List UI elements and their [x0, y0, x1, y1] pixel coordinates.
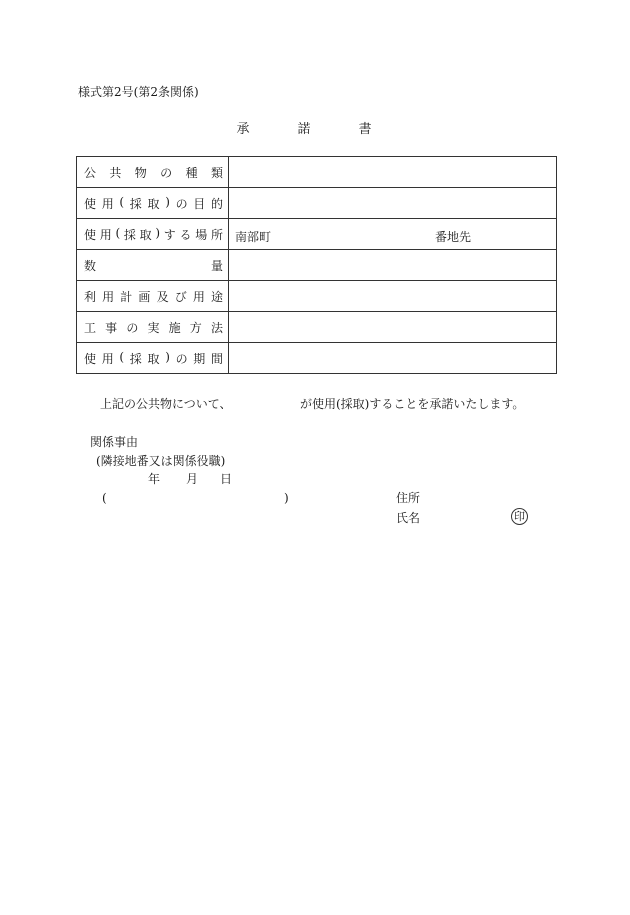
field-label-cell	[77, 343, 229, 374]
field-label-char: 採	[129, 196, 142, 211]
field-label-char: 方	[189, 320, 202, 335]
field-label-char: 期	[193, 351, 206, 366]
field-label-char: 用	[99, 227, 112, 242]
field-label-cell	[77, 250, 229, 281]
fields-table	[76, 156, 557, 374]
field-label-char: 物	[134, 165, 147, 180]
reason-note: (隣接地番又は関係役職)	[96, 454, 226, 468]
field-label-char: )	[155, 225, 161, 240]
field-label-char: 量	[210, 258, 223, 273]
field-label-char: 画	[138, 289, 151, 304]
field-label-char: 種	[185, 165, 198, 180]
field-label-char: 類	[210, 165, 223, 180]
field-row	[77, 157, 557, 188]
field-label-char: 公	[84, 165, 97, 180]
field-label-cell	[77, 281, 229, 312]
field-label-char: )	[165, 194, 170, 209]
field-value-cell[interactable]	[229, 219, 557, 250]
field-value-cell[interactable]	[229, 281, 557, 312]
name-label: 氏名	[396, 511, 421, 525]
field-label-char: 使	[84, 196, 97, 211]
field-label	[84, 319, 223, 336]
field-label-char: 採	[129, 351, 142, 366]
field-label-char: 取	[139, 227, 152, 242]
statement-part2: が使用(採取)することを承諾いたします。	[300, 397, 525, 411]
field-row	[77, 312, 557, 343]
field-label	[84, 195, 223, 212]
field-label-char: の	[175, 351, 188, 366]
field-label	[84, 350, 223, 367]
reason-label: 関係事由	[90, 435, 139, 449]
field-label-char: 工	[84, 320, 97, 335]
field-label-char: 用	[101, 196, 114, 211]
field-label-char: の	[175, 196, 188, 211]
field-value-cell[interactable]	[229, 250, 557, 281]
field-label-char: び	[174, 289, 187, 304]
field-value-cell[interactable]	[229, 188, 557, 219]
field-row	[77, 188, 557, 219]
document-title: 承諾書	[236, 122, 420, 137]
field-label-cell	[77, 312, 229, 343]
paren-open: (	[102, 491, 107, 505]
field-label-char: 法	[210, 320, 223, 335]
field-label-char: 施	[168, 320, 181, 335]
field-value: 南部町	[235, 230, 272, 244]
field-label-char: 使	[84, 351, 97, 366]
field-row	[77, 250, 557, 281]
field-label-char: 共	[109, 165, 122, 180]
field-value-cell[interactable]	[229, 343, 557, 374]
field-row	[77, 219, 557, 250]
field-label-char: 計	[120, 289, 133, 304]
field-label-char: 数	[84, 258, 97, 273]
field-label-cell	[77, 219, 229, 250]
field-label-cell	[77, 188, 229, 219]
field-label-char: (	[115, 225, 121, 240]
field-label-char: 実	[147, 320, 160, 335]
field-value-cell[interactable]	[229, 312, 557, 343]
field-label-char: (	[119, 194, 125, 209]
date-day-label: 日	[220, 472, 233, 486]
field-row	[77, 343, 557, 374]
address-label: 住所	[396, 491, 421, 505]
field-label-char: 使	[84, 227, 97, 242]
field-label-char: 取	[147, 196, 160, 211]
seal-mark: 印	[511, 508, 528, 525]
field-label-char: 採	[123, 227, 136, 242]
field-label-char: の	[160, 165, 173, 180]
field-label-char: )	[165, 349, 170, 364]
field-label-char: 的	[210, 196, 223, 211]
date-year-label: 年	[148, 472, 161, 486]
field-label-char: の	[126, 320, 139, 335]
field-label-char: る	[179, 227, 192, 242]
field-label	[84, 164, 223, 181]
form-number: 様式第2号(第2条関係)	[78, 85, 199, 99]
field-label-char: 取	[147, 351, 160, 366]
field-label-char: 所	[210, 227, 223, 242]
field-label	[84, 257, 223, 274]
paren-close: )	[284, 491, 289, 505]
field-row	[77, 281, 557, 312]
field-value-cell[interactable]	[229, 157, 557, 188]
field-label-char: す	[163, 227, 176, 242]
statement-part1: 上記の公共物について、	[100, 397, 232, 411]
field-label-char: (	[119, 349, 125, 364]
field-label-char: 用	[102, 289, 115, 304]
field-label-char: 間	[210, 351, 223, 366]
field-label-char: 利	[84, 289, 97, 304]
field-label	[84, 288, 223, 305]
field-label-cell	[77, 157, 229, 188]
field-label-char: 用	[101, 351, 114, 366]
field-label-char: 用	[192, 289, 205, 304]
field-label-char: 途	[210, 289, 223, 304]
field-value-suffix: 番地先	[435, 230, 472, 244]
field-label	[84, 226, 223, 243]
field-label-char: 及	[156, 289, 169, 304]
field-label-char: 場	[195, 227, 208, 242]
field-label-char: 目	[193, 196, 206, 211]
date-month-label: 月	[186, 472, 199, 486]
field-label-char: 事	[105, 320, 118, 335]
